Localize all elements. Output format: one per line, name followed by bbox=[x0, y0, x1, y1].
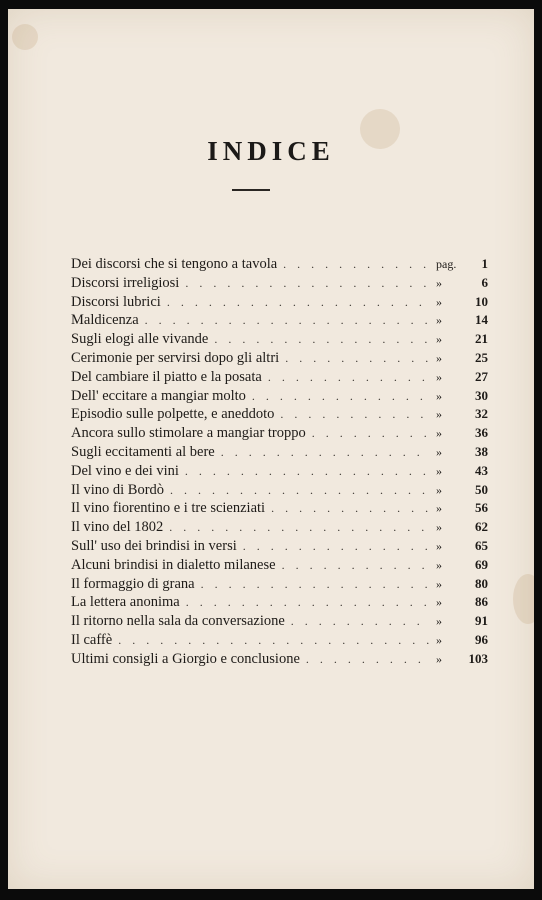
toc-entry bbox=[71, 275, 488, 294]
toc-entry-prefix: » bbox=[436, 369, 442, 384]
toc-entry bbox=[71, 576, 488, 595]
toc-entry-title: Discorsi irreligiosi bbox=[71, 274, 180, 291]
toc-entry-title: Discorsi lubrici bbox=[71, 293, 161, 310]
toc-entry-prefix: » bbox=[436, 463, 442, 478]
toc-entry-page: 69 bbox=[475, 556, 488, 572]
toc-entry-prefix: » bbox=[436, 294, 442, 309]
toc-entry-prefix: » bbox=[436, 614, 442, 629]
toc-entry-prefix: » bbox=[436, 538, 442, 553]
toc-entry bbox=[71, 632, 488, 651]
toc-entry-title: Il vino del 1802 bbox=[71, 519, 164, 536]
toc-entry-page: 62 bbox=[475, 519, 488, 535]
toc-entry bbox=[71, 463, 488, 482]
toc-entry-page: 50 bbox=[475, 481, 488, 497]
leader-dots bbox=[186, 595, 430, 610]
toc-entry-title: Sugli eccitamenti al bere bbox=[71, 443, 215, 460]
leader-dots bbox=[221, 445, 430, 460]
toc-entry-prefix: » bbox=[436, 651, 442, 666]
leader-dots bbox=[252, 389, 430, 404]
toc-entry-page: 80 bbox=[475, 575, 488, 591]
toc-entry bbox=[71, 500, 488, 519]
toc-entry-page: 91 bbox=[475, 613, 488, 629]
toc-entry bbox=[71, 538, 488, 557]
leader-dots bbox=[271, 501, 430, 516]
leader-dots bbox=[169, 520, 430, 535]
toc-entry-prefix: pag. bbox=[436, 257, 457, 271]
toc-entry-title: Il vino fiorentino e i tre scienziati bbox=[71, 500, 266, 517]
toc-entry-title: Dell' eccitare a mangiar molto bbox=[71, 387, 246, 404]
table-of-contents bbox=[71, 256, 488, 670]
toc-entry bbox=[71, 651, 488, 670]
toc-entry-title: Ancora sullo stimolare a mangiar troppo bbox=[71, 425, 306, 442]
toc-entry-page: 10 bbox=[475, 293, 488, 309]
toc-entry-prefix: » bbox=[436, 407, 442, 422]
toc-entry bbox=[71, 331, 488, 350]
toc-entry-prefix: » bbox=[436, 482, 442, 497]
toc-entry-prefix: » bbox=[436, 332, 442, 347]
toc-entry-title: Ultimi consigli a Giorgio e conclusione bbox=[71, 650, 300, 667]
toc-entry-page: 14 bbox=[475, 312, 488, 328]
leader-dots bbox=[185, 464, 430, 479]
toc-entry bbox=[71, 482, 488, 501]
book-page bbox=[8, 9, 534, 889]
leader-dots bbox=[243, 539, 430, 554]
toc-entry-prefix: » bbox=[436, 576, 442, 591]
toc-entry-title: Il caffè bbox=[71, 631, 113, 648]
toc-entry bbox=[71, 294, 488, 313]
leader-dots bbox=[283, 257, 430, 272]
leader-dots bbox=[285, 351, 430, 366]
toc-entry-prefix: » bbox=[436, 426, 442, 441]
toc-entry-page: 43 bbox=[475, 462, 488, 478]
toc-entry-title: Alcuni brindisi in dialetto milanese bbox=[71, 556, 276, 573]
leader-dots bbox=[280, 407, 430, 422]
toc-entry bbox=[71, 557, 488, 576]
toc-entry-page: 56 bbox=[475, 500, 488, 516]
toc-entry-prefix: » bbox=[436, 350, 442, 365]
toc-entry bbox=[71, 369, 488, 388]
toc-entry-title: Cerimonie per servirsi dopo gli altri bbox=[71, 349, 280, 366]
toc-entry-prefix: » bbox=[436, 595, 442, 610]
toc-entry-prefix: » bbox=[436, 388, 442, 403]
toc-entry bbox=[71, 425, 488, 444]
toc-entry-title: Dei discorsi che si tengono a tavola bbox=[71, 256, 278, 272]
leader-dots bbox=[201, 577, 430, 592]
leader-dots bbox=[291, 614, 430, 629]
toc-entry-title: La lettera anonima bbox=[71, 594, 180, 611]
leader-dots bbox=[170, 483, 430, 498]
toc-entry-title: Del cambiare il piatto e la posata bbox=[71, 368, 262, 385]
toc-entry-page: 96 bbox=[475, 631, 488, 647]
toc-entry bbox=[71, 613, 488, 632]
toc-entry bbox=[71, 256, 488, 275]
toc-entry-page: 21 bbox=[475, 331, 488, 347]
leader-dots bbox=[282, 558, 430, 573]
toc-entry-page: 86 bbox=[475, 594, 488, 610]
toc-entry-prefix: » bbox=[436, 557, 442, 572]
leader-dots bbox=[167, 295, 430, 310]
leader-dots bbox=[185, 276, 430, 291]
toc-entry-title: Maldicenza bbox=[71, 312, 139, 329]
leader-dots bbox=[214, 332, 430, 347]
toc-entry bbox=[71, 388, 488, 407]
toc-entry-title: Il ritorno nella sala da conversazione bbox=[71, 613, 285, 630]
leader-dots bbox=[118, 633, 430, 648]
leader-dots bbox=[312, 426, 430, 441]
toc-entry-prefix: » bbox=[436, 501, 442, 516]
toc-entry-page: 6 bbox=[481, 274, 488, 290]
toc-entry-prefix: » bbox=[436, 275, 442, 290]
leader-dots bbox=[306, 652, 430, 667]
toc-entry-prefix: » bbox=[436, 520, 442, 535]
toc-entry-page: 103 bbox=[468, 650, 488, 666]
page-title: INDICE bbox=[207, 136, 335, 166]
toc-entry-prefix: » bbox=[436, 632, 442, 647]
toc-entry-page: 32 bbox=[475, 406, 488, 422]
toc-entry bbox=[71, 406, 488, 425]
toc-entry bbox=[71, 312, 488, 331]
toc-entry-title: Sugli elogi alle vivande bbox=[71, 331, 209, 348]
toc-entry-title: Il formaggio di grana bbox=[71, 575, 195, 592]
toc-entry-page: 27 bbox=[475, 368, 488, 384]
toc-entry-title: Del vino e dei vini bbox=[71, 462, 179, 479]
toc-entry-page: 1 bbox=[481, 256, 488, 271]
toc-entry bbox=[71, 444, 488, 463]
toc-entry-page: 30 bbox=[475, 387, 488, 403]
toc-entry-page: 25 bbox=[475, 349, 488, 365]
toc-entry-prefix: » bbox=[436, 313, 442, 328]
paper-stain bbox=[513, 574, 534, 624]
leader-dots bbox=[145, 313, 430, 328]
toc-entry-page: 36 bbox=[475, 425, 488, 441]
toc-entry-title: Sull' uso dei brindisi in versi bbox=[71, 537, 237, 554]
title-rule bbox=[232, 189, 270, 191]
toc-entry-page: 65 bbox=[475, 537, 488, 553]
toc-entry-prefix: » bbox=[436, 444, 442, 459]
toc-entry-title: Episodio sulle polpette, e aneddoto bbox=[71, 406, 275, 423]
toc-entry-page: 38 bbox=[475, 443, 488, 459]
paper-stain bbox=[12, 24, 38, 50]
toc-entry bbox=[71, 594, 488, 613]
toc-entry-title: Il vino di Bordò bbox=[71, 481, 165, 498]
leader-dots bbox=[268, 370, 430, 385]
toc-entry bbox=[71, 519, 488, 538]
toc-entry bbox=[71, 350, 488, 369]
